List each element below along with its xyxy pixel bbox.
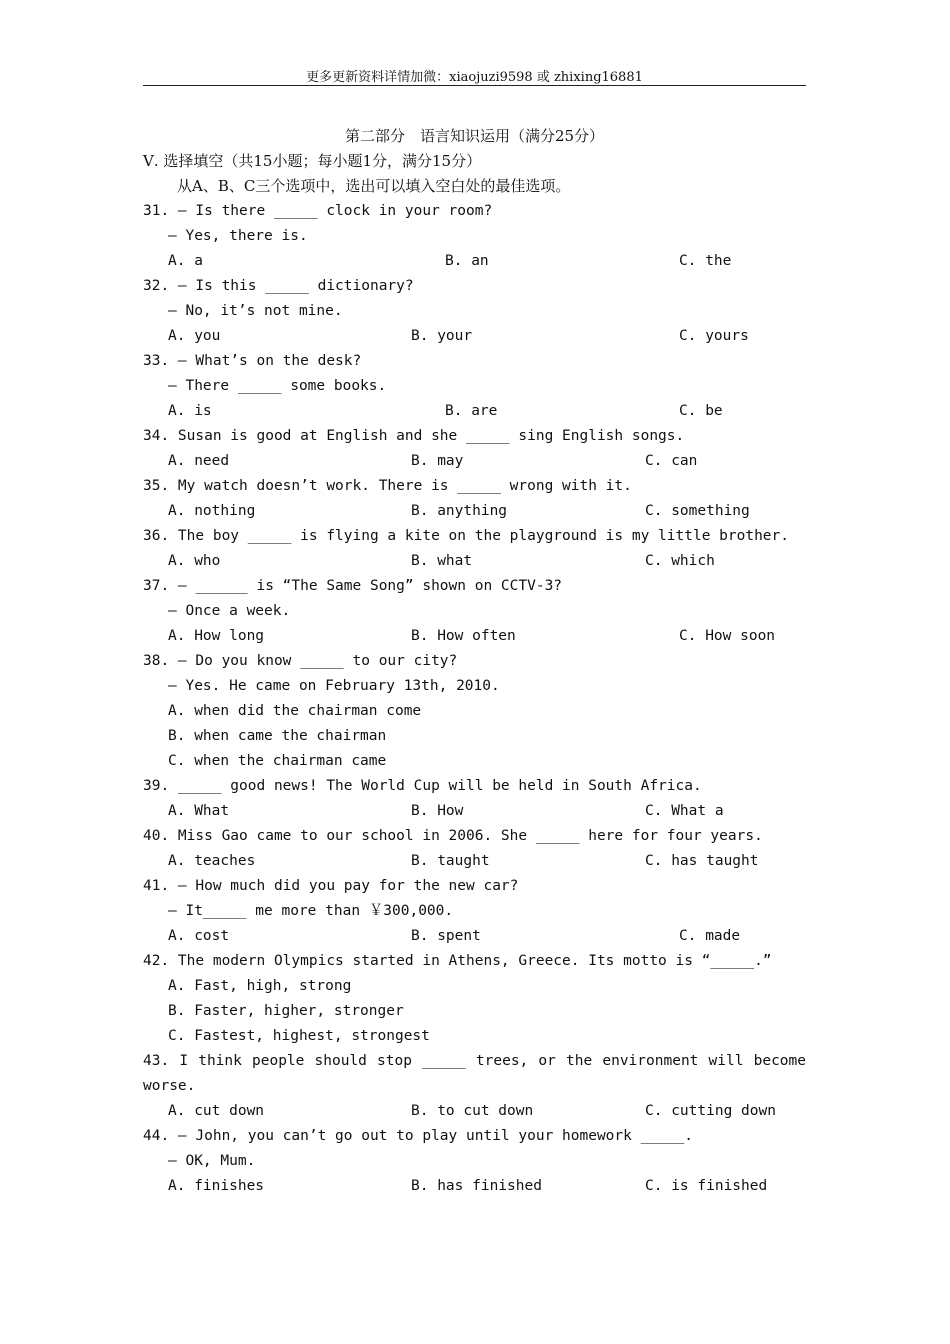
option-37-a: A. How long <box>168 628 265 644</box>
page-header: 更多更新资料详情加微：xiaojuzi9598 或 zhixing16881 <box>306 70 643 85</box>
question-31: 31. — Is there _____ clock in your room? <box>143 203 493 219</box>
option-38-a: A. when did the chairman come <box>168 703 422 719</box>
option-31-b: B. an <box>445 253 489 269</box>
option-32-c: C. yours <box>679 328 749 344</box>
question-43: 43. I think people should stop _____ trees, or the environment will become <box>143 1053 806 1069</box>
option-44-c: C. is finished <box>645 1178 768 1194</box>
option-34-b: B. may <box>411 453 464 469</box>
option-35-c: C. something <box>645 503 750 519</box>
option-33-b: B. are <box>445 403 498 419</box>
option-32-b: B. your <box>411 328 473 344</box>
option-37-b: B. How often <box>411 628 516 644</box>
option-39-a: A. What <box>168 803 230 819</box>
option-36-b: B. what <box>411 553 473 569</box>
option-41-b: B. spent <box>411 928 481 944</box>
question-44: 44. — John, you can’t go out to play until your homework _____. <box>143 1128 693 1144</box>
option-42-c: C. Fastest, highest, strongest <box>168 1028 430 1044</box>
question-41: 41. — How much did you pay for the new car? <box>143 878 519 894</box>
option-44-a: A. finishes <box>168 1178 265 1194</box>
option-37-c: C. How soon <box>679 628 776 644</box>
question-38: 38. — Do you know _____ to our city? <box>143 653 458 669</box>
option-38-c: C. when the chairman came <box>168 753 387 769</box>
option-42-b: B. Faster, higher, stronger <box>168 1003 404 1019</box>
instruction: 从A、B、C三个选项中，选出可以填入空白处的最佳选项。 <box>177 177 571 195</box>
option-35-b: B. anything <box>411 503 508 519</box>
reply-38: — Yes. He came on February 13th, 2010. <box>168 678 500 694</box>
option-43-b: B. to cut down <box>411 1103 534 1119</box>
option-32-a: A. you <box>168 328 221 344</box>
option-40-c: C. has taught <box>645 853 759 869</box>
option-36-c: C. which <box>645 553 715 569</box>
option-35-a: A. nothing <box>168 503 256 519</box>
question-36: 36. The boy _____ is flying a kite on the playground is my little brother. <box>143 528 790 544</box>
option-39-b: B. How <box>411 803 464 819</box>
option-39-c: C. What a <box>645 803 724 819</box>
option-43-a: A. cut down <box>168 1103 265 1119</box>
question-39: 39. _____ good news! The World Cup will be held in South Africa. <box>143 778 702 794</box>
option-41-a: A. cost <box>168 928 230 944</box>
option-33-a: A. is <box>168 403 212 419</box>
option-36-a: A. who <box>168 553 221 569</box>
question-34: 34. Susan is good at English and she _____ sing English songs. <box>143 428 685 444</box>
question-32: 32. — Is this _____ dictionary? <box>143 278 414 294</box>
question-42: 42. The modern Olympics started in Athens, Greece. Its motto is “_____.” <box>143 953 772 969</box>
header-rule <box>143 85 806 86</box>
option-42-a: A. Fast, high, strong <box>168 978 352 994</box>
option-31-c: C. the <box>679 253 732 269</box>
reply-44: — OK, Mum. <box>168 1153 256 1169</box>
option-34-a: A. need <box>168 453 230 469</box>
section-title: Ⅴ. 选择填空（共15小题；每小题1分，满分15分） <box>143 152 482 170</box>
option-38-b: B. when came the chairman <box>168 728 387 744</box>
question-43-continued: worse. <box>143 1078 196 1094</box>
question-40: 40. Miss Gao came to our school in 2006. She _____ here for four years. <box>143 828 763 844</box>
reply-31: — Yes, there is. <box>168 228 308 244</box>
option-44-b: B. has finished <box>411 1178 542 1194</box>
question-33: 33. — What’s on the desk? <box>143 353 362 369</box>
option-31-a: A. a <box>168 253 203 269</box>
option-34-c: C. can <box>645 453 698 469</box>
option-40-a: A. teaches <box>168 853 256 869</box>
option-43-c: C. cutting down <box>645 1103 776 1119</box>
reply-32: — No, it’s not mine. <box>168 303 343 319</box>
reply-33: — There _____ some books. <box>168 378 387 394</box>
reply-41: — It_____ me more than ￥300,000. <box>168 903 454 919</box>
option-40-b: B. taught <box>411 853 490 869</box>
reply-37: — Once a week. <box>168 603 291 619</box>
option-33-c: C. be <box>679 403 723 419</box>
question-35: 35. My watch doesn’t work. There is _____ wrong with it. <box>143 478 632 494</box>
option-41-c: C. made <box>679 928 741 944</box>
part-title: 第二部分 语言知识运用（满分25分） <box>344 127 605 145</box>
question-37: 37. — ______ is “The Same Song” shown on CCTV-3? <box>143 578 563 594</box>
